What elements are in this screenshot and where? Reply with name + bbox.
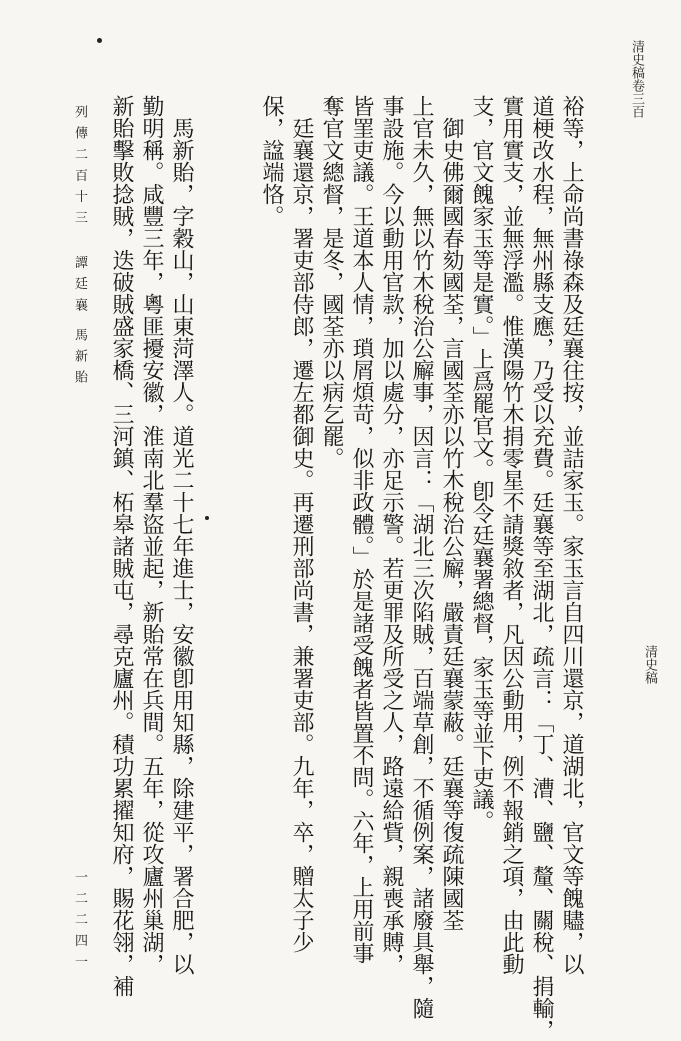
text-column-7: 事設施。今以動用官款，加以處分，亦足示警。若更罪及所受之人，路遠給貲，親喪承賻， [379, 95, 404, 975]
page-mark-dot [97, 38, 102, 43]
text-column-3: 實用實支，並無浮濫。惟漢陽竹木捐零星不請獎敘者，凡因公動用，例不報銷之項，由此動 [499, 95, 524, 975]
text-column-10: 廷襄還京，署吏部侍郎，遷左都御史。再遷刑部尚書，兼署吏部。九年，卒，贈太子少 [289, 95, 314, 953]
header-left-mark: 清史稿 [642, 645, 657, 684]
text-column-14: 勤明稱。咸豐三年，粵匪擾安徽，淮南北羣盜並起，新貽常在兵間。五年，從攻廬州巢湖， [139, 95, 164, 975]
text-column-2: 道梗改水程，無州縣支應，乃受以充費。廷襄等至湖北，疏言：「丁、漕、鹽、釐、關稅、捐輸， [529, 95, 554, 1041]
text-column-6: 上官未久，無以竹木稅治公廨事，因言：「湖北三次陷賊，百端草創，不循例案，諸廢具舉，隨 [409, 95, 434, 1019]
text-column-9: 奪官文總督，是冬，國荃亦以病乞罷。 [319, 95, 344, 469]
text-column-11: 保，諡端恪。 [259, 95, 284, 227]
footer-section-title: 列 傳 二 百 十 三 譚 廷 襄 馬 新 貽 [72, 105, 87, 386]
footer-page-number: 一 二 二 四 一 [72, 870, 87, 970]
header-right-mark: 清史稿卷三百 [629, 40, 644, 118]
text-column-5: 御史佛爾國春劾國荃，言國荃亦以竹木稅治公廨，嚴責廷襄蒙蔽。廷襄等復疏陳國荃 [439, 95, 464, 931]
text-column-1: 裕等，上命尚書祿森及廷襄往按，並詰家玉。家玉言自四川還京，道湖北，官文等餽贐，以 [559, 95, 584, 975]
ink-speck [205, 516, 209, 520]
text-column-13: 馬新貽，字穀山，山東菏澤人。道光二十七年進士，安徽卽用知縣，除建平，署合肥，以 [169, 95, 194, 975]
text-column-4: 支，官文餽家玉等是實。」上爲罷官文。卽令廷襄署總督，家玉等並下吏議。 [469, 95, 494, 832]
text-column-8: 皆罣吏議。王道本人情，瑣屑煩苛，似非政體。」於是諸受餽者皆置不問。六年，上用前事 [349, 95, 374, 964]
text-column-15: 新貽擊敗捻賊，迭破賊盛家橋、三河鎮、柘皋諸賊屯，尋克廬州。積功累擢知府，賜花翎，補 [109, 95, 134, 997]
